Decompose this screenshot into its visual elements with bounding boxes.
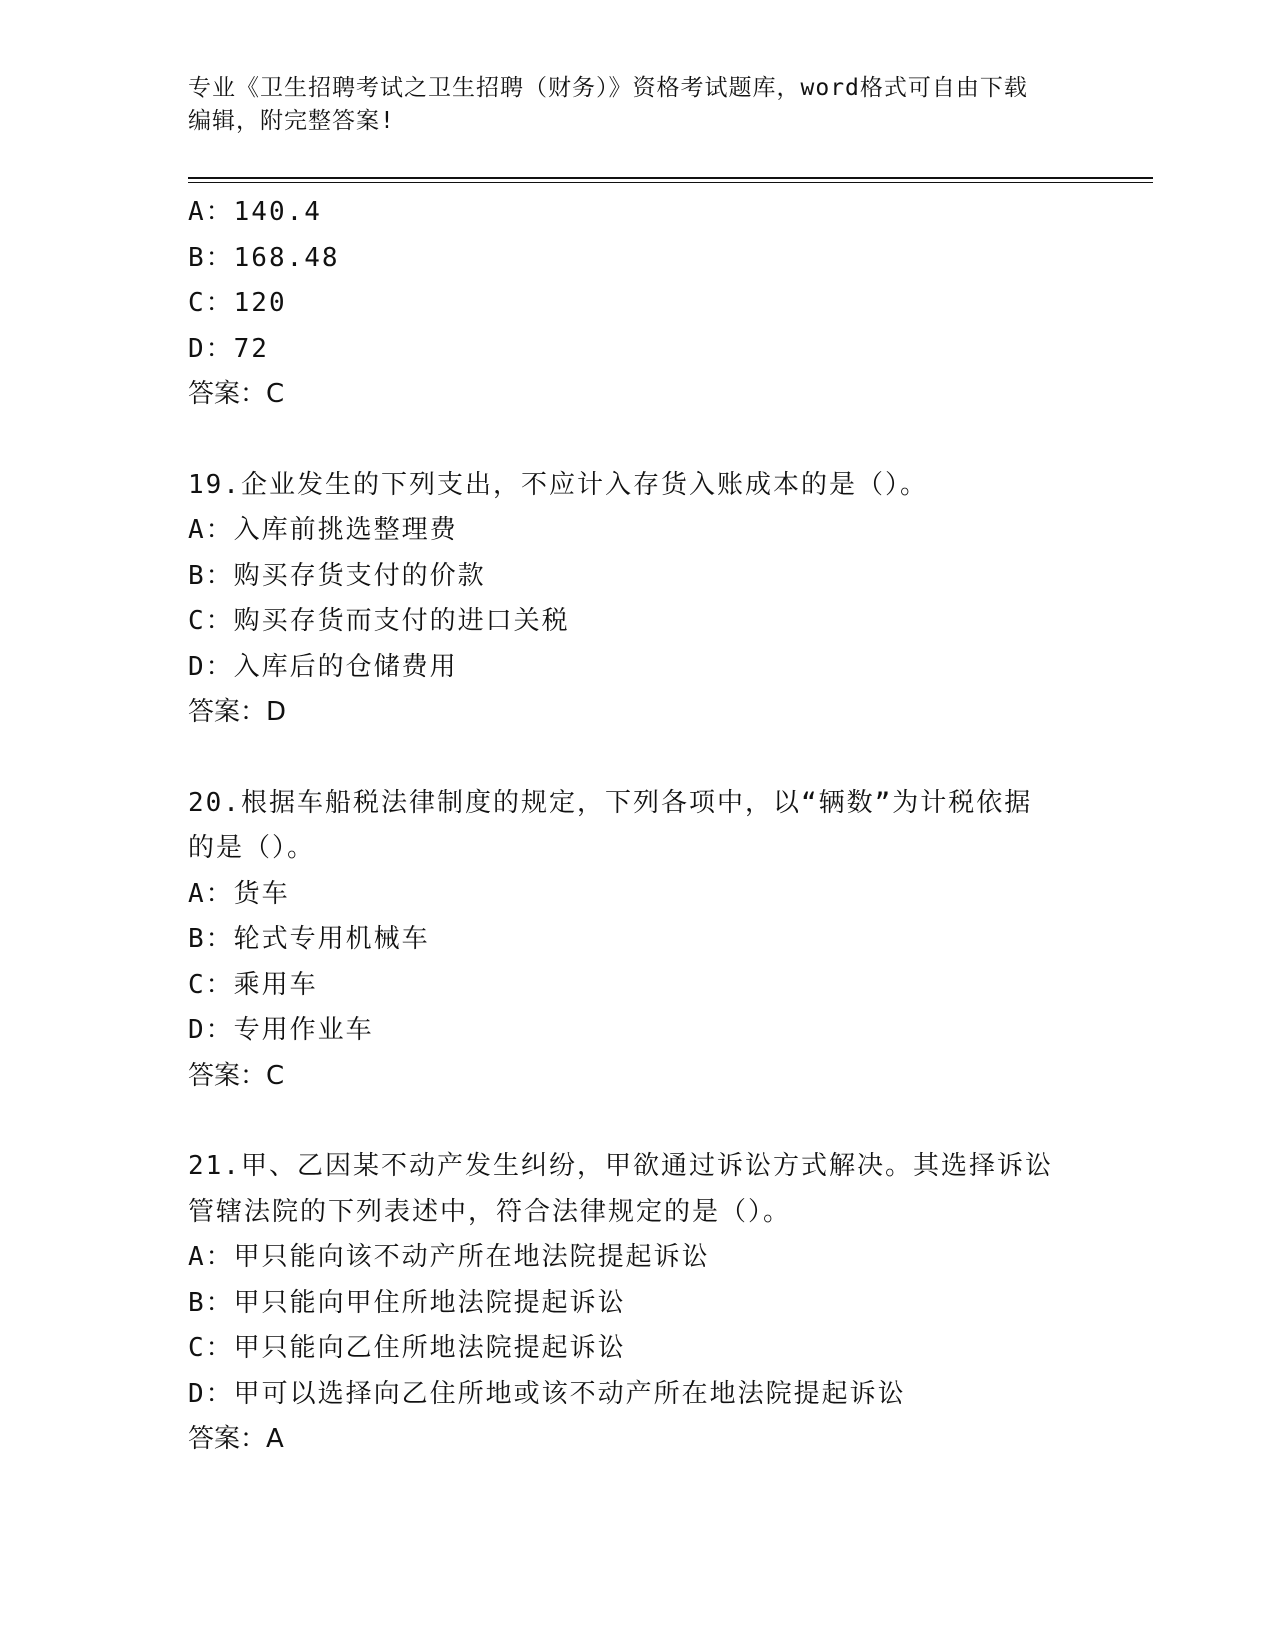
- option-d: D：入库后的仓储费用: [188, 651, 458, 682]
- option-a: A：入库前挑选整理费: [188, 515, 458, 545]
- question-stem: 20.根据车船税法律制度的规定，下列各项中，以“辆数”为计税依据: [188, 787, 1033, 818]
- question-18-continuation: [188, 190, 1088, 418]
- option-d: D：72: [188, 333, 269, 364]
- option-b: B：168.48: [188, 242, 340, 273]
- option-c: C：乘用车: [188, 969, 318, 1000]
- question-21: [188, 1144, 1088, 1463]
- option-a: A：货车: [188, 878, 290, 909]
- header-divider-thin: [188, 182, 1153, 183]
- answer-line: 答案：A: [188, 1424, 284, 1454]
- question-list: [188, 190, 1088, 1463]
- header-line-1: 专业《卫生招聘考试之卫生招聘（财务）》资格考试题库，word格式可自由下载: [188, 75, 1028, 101]
- option-b: B：轮式专用机械车: [188, 924, 430, 954]
- question-stem-continued: 的是（）。: [188, 833, 316, 863]
- option-b: B：购买存货支付的价款: [188, 560, 486, 591]
- option-a: A：140.4: [188, 197, 322, 227]
- header-line-2: 编辑，附完整答案!: [188, 108, 395, 134]
- question-stem: 19.企业发生的下列支出，不应计入存货入账成本的是（）。: [188, 469, 928, 500]
- option-d: D：专用作业车: [188, 1015, 374, 1045]
- question-stem: 21.甲、乙因某不动产发生纠纷，甲欲通过诉讼方式解决。其选择诉讼: [188, 1151, 1053, 1181]
- option-c: C：120: [188, 288, 287, 318]
- answer-line: 答案：D: [188, 697, 287, 727]
- header-divider-thick: [188, 177, 1153, 179]
- document-header: [188, 72, 1088, 138]
- question-stem-continued: 管辖法院的下列表述中，符合法律规定的是（）。: [188, 1196, 792, 1227]
- option-c: C：购买存货而支付的进口关税: [188, 606, 570, 636]
- answer-line: 答案：C: [188, 379, 285, 409]
- option-c: C：甲只能向乙住所地法院提起诉讼: [188, 1333, 626, 1363]
- question-19: [188, 463, 1088, 736]
- option-b: B：甲只能向甲住所地法院提起诉讼: [188, 1287, 626, 1318]
- answer-line: 答案：C: [188, 1060, 285, 1091]
- option-d: D：甲可以选择向乙住所地或该不动产所在地法院提起诉讼: [188, 1378, 906, 1409]
- option-a: A：甲只能向该不动产所在地法院提起诉讼: [188, 1242, 710, 1272]
- question-20: [188, 781, 1088, 1100]
